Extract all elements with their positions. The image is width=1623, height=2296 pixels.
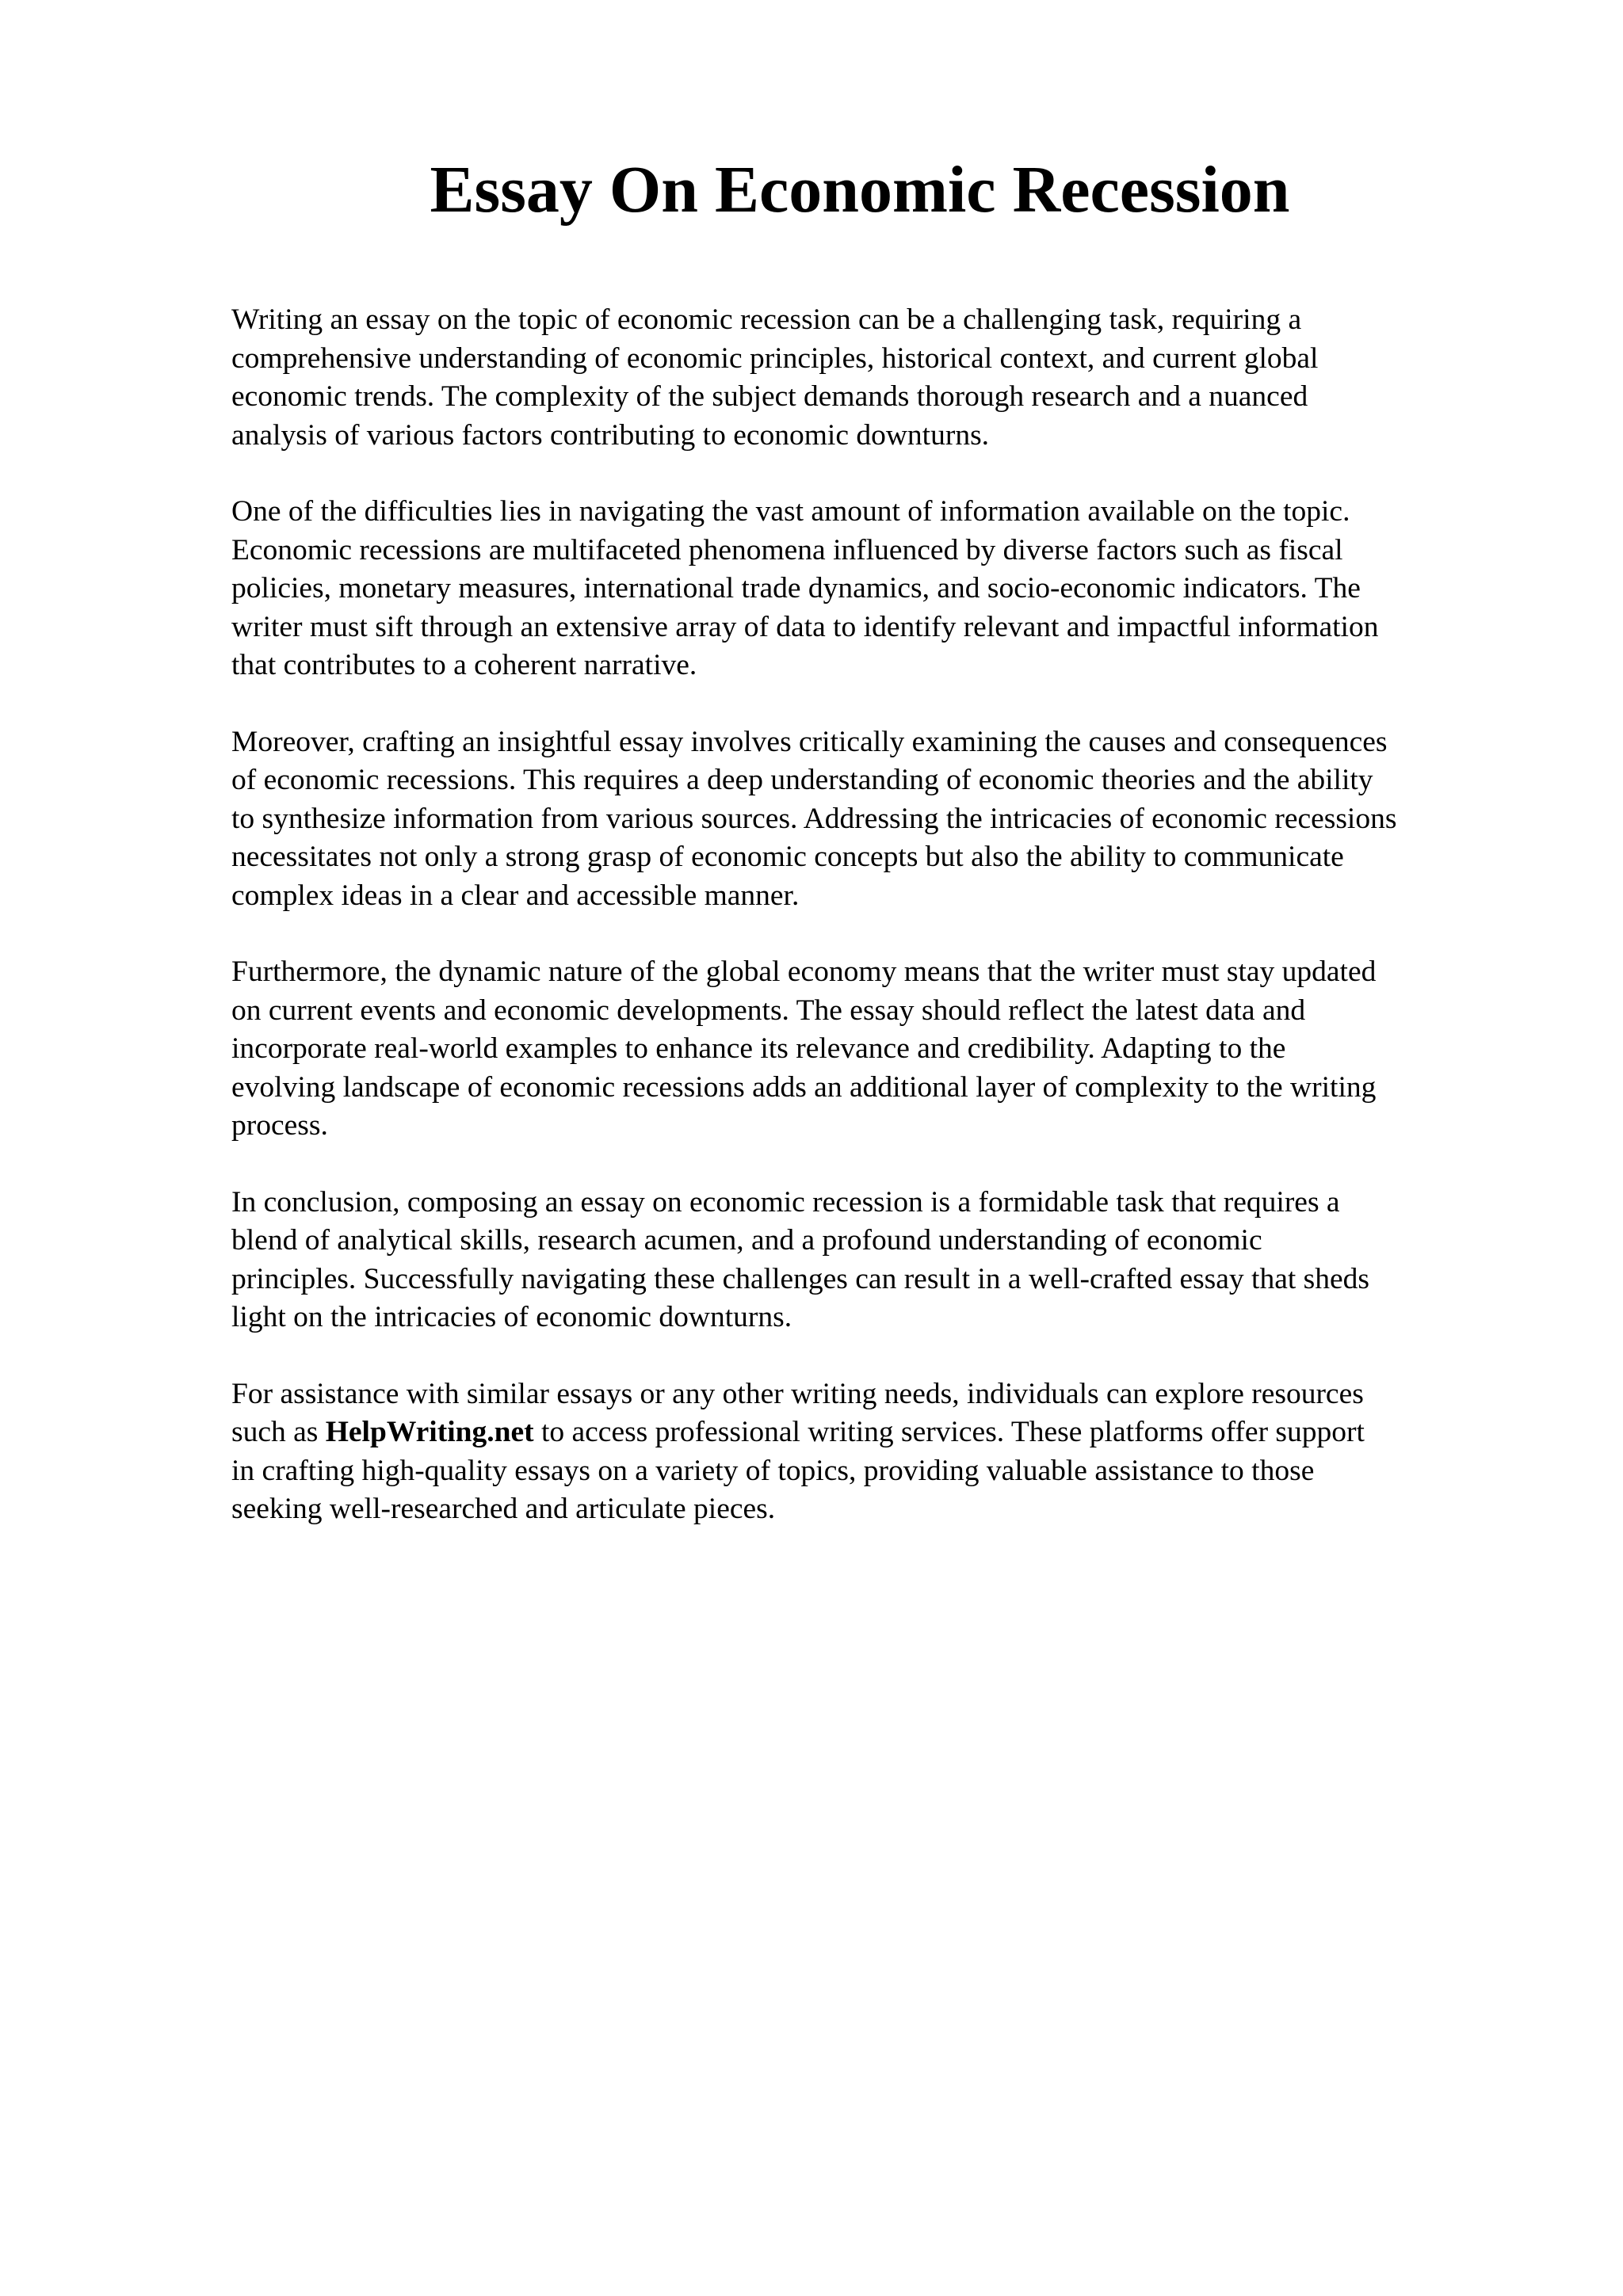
paragraph-intro (231, 301, 1531, 455)
paragraph-conclusion (231, 1184, 1531, 1337)
closing-text-before-brand: such as (231, 1416, 326, 1448)
paragraph-line: Economic recessions are multifaceted phenomena influenced by diverse factors such as fiscal (231, 533, 1343, 566)
paragraph-line: comprehensive understanding of economic principles, historical context, and current global (231, 341, 1319, 375)
paragraph-line: process. (231, 1109, 328, 1142)
paragraph-line: incorporate real-world examples to enhance its relevance and credibility. Adapting to the (231, 1032, 1286, 1065)
paragraph-line: in crafting high-quality essays on a variety of topics, providing valuable assistance to those (231, 1454, 1315, 1487)
paragraph-line: policies, monetary measures, international trade dynamics, and socio-economic indicators. The (231, 572, 1361, 605)
paragraph-line: to synthesize information from various sources. Addressing the intricacies of economic recessions (231, 802, 1397, 835)
document-title: Essay On Economic Recession (430, 153, 1290, 227)
paragraph-line: analysis of various factors contributing to economic downturns. (231, 418, 990, 452)
paragraph-line: economic trends. The complexity of the subject demands thorough research and a nuanced (231, 380, 1308, 413)
paragraph-line: principles. Successfully navigating these challenges can result in a well-crafted essay that sheds (231, 1262, 1369, 1295)
paragraph-line: One of the difficulties lies in navigating the vast amount of information available on the topic. (231, 495, 1350, 528)
paragraph-line: seeking well-researched and articulate pieces. (231, 1493, 776, 1525)
paragraph-line: of economic recessions. This requires a deep understanding of economic theories and the ability (231, 764, 1373, 796)
paragraph-line: blend of analytical skills, research acumen, and a profound understanding of economic (231, 1224, 1262, 1257)
essay-body (231, 301, 1531, 1567)
paragraph-line: Moreover, crafting an insightful essay involves critically examining the causes and consequences (231, 725, 1388, 758)
paragraph-line: Furthermore, the dynamic nature of the global economy means that the writer must stay updated (231, 955, 1377, 988)
closing-text-after-brand: to access professional writing services. These platforms offer support (540, 1416, 1365, 1448)
paragraph-line-with-brand (231, 1413, 1531, 1452)
paragraph-line: on current events and economic developments. The essay should reflect the latest data and (231, 994, 1306, 1027)
paragraph-line: light on the intricacies of economic downturns. (231, 1301, 792, 1333)
paragraph-line: complex ideas in a clear and accessible manner. (231, 879, 800, 912)
paragraph-line: that contributes to a coherent narrative. (231, 649, 697, 681)
paragraph-line: necessitates not only a strong grasp of economic concepts but also the ability to communicate (231, 841, 1344, 873)
paragraph-line: In conclusion, composing an essay on economic recession is a formidable task that requires a (231, 1185, 1340, 1219)
paragraph-line: writer must sift through an extensive array of data to identify relevant and impactful information (231, 610, 1379, 643)
paragraph-difficulties (231, 493, 1531, 685)
paragraph-dynamic-economy (231, 953, 1531, 1146)
paragraph-closing (231, 1375, 1531, 1529)
paragraph-line: Writing an essay on the topic of economic recession can be a challenging task, requiring a (231, 303, 1302, 336)
paragraph-line: evolving landscape of economic recessions adds an additional layer of complexity to the writing (231, 1070, 1377, 1104)
paragraph-causes (231, 723, 1531, 916)
paragraph-line: For assistance with similar essays or any other writing needs, individuals can explore resources (231, 1377, 1364, 1410)
helpwriting-brand-link[interactable]: HelpWriting.net (325, 1416, 534, 1448)
